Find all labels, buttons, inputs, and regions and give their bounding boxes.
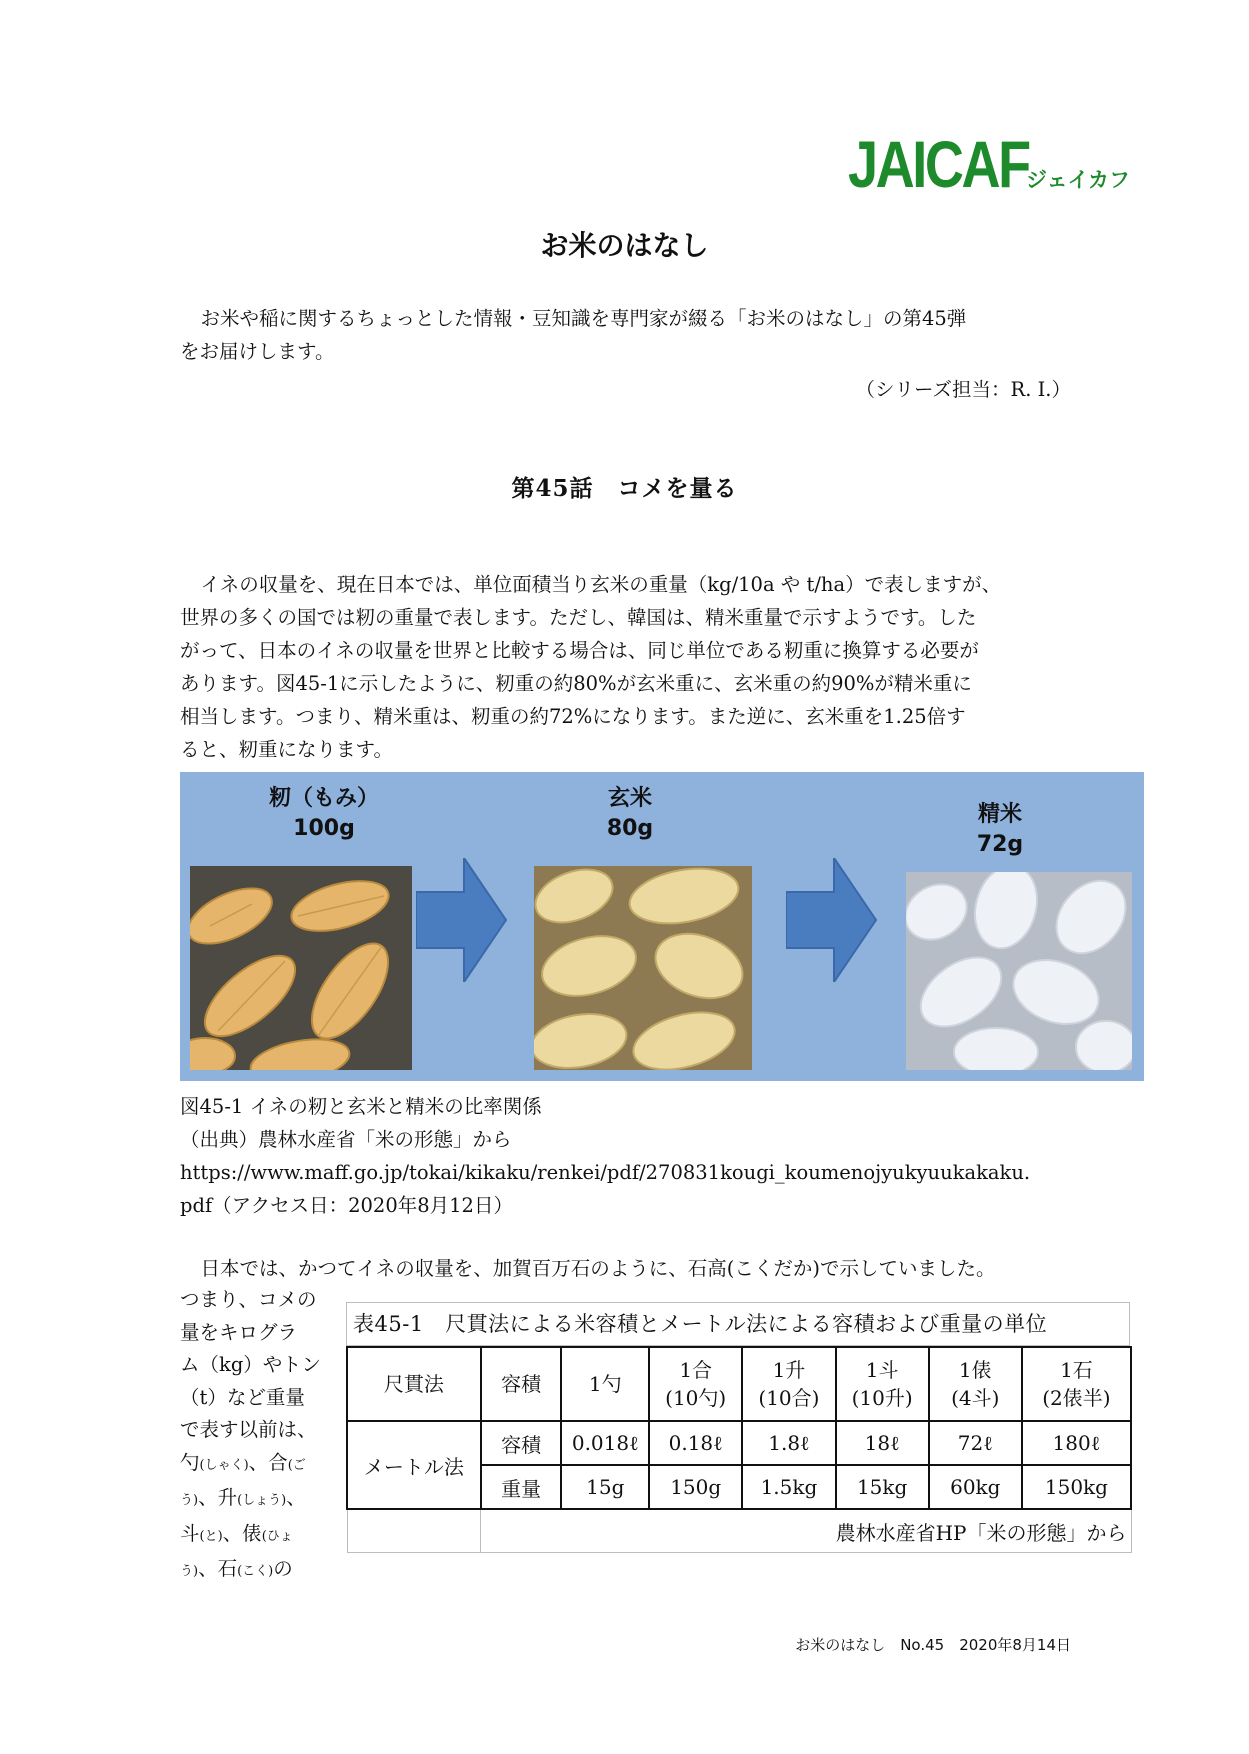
- unit-equiv: (2俵半): [1042, 1386, 1111, 1410]
- caption-url: https://www.maff.go.jp/tokai/kikaku/renkei/pdf/270831kougi_koumenojyukyuukakaku.: [180, 1161, 1031, 1184]
- paddy-grain-photo: [190, 866, 412, 1070]
- side-line: [180, 1518, 330, 1554]
- side-text: 、俵: [222, 1521, 262, 1545]
- body-paragraph-1: [180, 568, 1080, 766]
- ruby-text: (しゃく): [199, 1457, 249, 1473]
- intro-line-2: をお届けします。: [180, 340, 335, 363]
- unit-equiv: (4斗): [951, 1386, 1000, 1410]
- units-table-block: [346, 1302, 1130, 1553]
- body1-line: ると、籾重になります。: [180, 738, 393, 761]
- units-table: [346, 1346, 1132, 1553]
- side-line: ム（kg）やトン: [180, 1353, 321, 1376]
- table-cell: 18ℓ: [836, 1421, 929, 1465]
- table-cell: 容積: [481, 1347, 562, 1421]
- table-cell-empty: [347, 1509, 481, 1553]
- side-text: 、: [286, 1486, 306, 1509]
- unit-name: 1石: [1060, 1358, 1093, 1382]
- unit-name: 1勺: [588, 1372, 622, 1396]
- ruby-text: う): [180, 1564, 199, 1579]
- body1-line: がって、日本のイネの収量を世界と比較する場合は、同じ単位である籾重に換算する必要が: [180, 639, 979, 662]
- logo-kana: ジェイカフ: [1026, 168, 1130, 192]
- table-cell: [1022, 1347, 1131, 1421]
- unit-equiv: (10勺): [665, 1386, 727, 1410]
- figure-caption: [180, 1090, 1140, 1222]
- ruby-text: (ご: [287, 1457, 306, 1473]
- caption-url-tail: pdf（アクセス日：2020年8月12日）: [180, 1194, 513, 1217]
- jaicaf-logo: [848, 127, 1130, 201]
- side-text: 、石: [198, 1557, 238, 1580]
- logo-wordmark: JAICAF: [848, 127, 1029, 201]
- unit-name: 1升: [772, 1358, 806, 1382]
- table-cell: 150g: [649, 1465, 742, 1509]
- table-cell: 0.18ℓ: [649, 1421, 742, 1465]
- table-source-row: [347, 1509, 1131, 1553]
- table-cell: 0.018ℓ: [561, 1421, 649, 1465]
- side-text: の: [273, 1557, 293, 1580]
- unit-name: 1俵: [958, 1358, 992, 1382]
- stage-name: 籾（もみ）: [268, 786, 379, 811]
- table-cell: 180ℓ: [1022, 1421, 1131, 1465]
- side-text: 斗: [180, 1521, 200, 1545]
- body-paragraph-2: [180, 1252, 1120, 1285]
- table-cell: 容積: [481, 1421, 562, 1465]
- table-header-row: [347, 1347, 1131, 1421]
- body1-line: あります。図45-1に示したように、籾重の約80%が玄米重に、玄米重の約90%が精米重に: [180, 672, 972, 695]
- side-line: で表す以前は、: [180, 1418, 317, 1441]
- side-line: つまり、コメの: [180, 1288, 317, 1311]
- intro-line-1: お米や稲に関するちょっとした情報・豆知識を専門家が綴る「お米のはなし」の第45弾: [200, 307, 967, 330]
- stage-label-paddy: [224, 784, 424, 844]
- table-cell: メートル法: [347, 1421, 481, 1509]
- body2-line: 日本では、かつてイネの収量を、加賀百万石のように、石高(こくだか)で示していました。: [200, 1257, 996, 1280]
- unit-name: 1合: [679, 1358, 713, 1382]
- polished-rice-photo: [906, 872, 1132, 1070]
- side-text: 、升: [198, 1486, 238, 1509]
- unit-equiv: (10合): [758, 1386, 820, 1410]
- stage-name: 玄米: [607, 786, 652, 811]
- side-line: [180, 1482, 330, 1518]
- table-row: [347, 1421, 1131, 1465]
- table-cell: 1.8ℓ: [742, 1421, 835, 1465]
- body1-line: 相当します。つまり、精米重は、籾重の約72%になります。また逆に、玄米重を1.25倍す: [180, 705, 966, 728]
- body1-line: 世界の多くの国では籾の重量で表します。ただし、韓国は、精米重量で示すようです。した: [180, 606, 977, 629]
- table-cell: 重量: [481, 1465, 562, 1509]
- ruby-text: う): [180, 1493, 199, 1508]
- table-cell: [742, 1347, 835, 1421]
- ruby-text: (こく): [237, 1564, 274, 1579]
- unit-equiv: (10升): [851, 1386, 913, 1410]
- brown-rice-photo: [534, 866, 752, 1070]
- ruby-text: (と): [199, 1528, 223, 1544]
- table-cell: [649, 1347, 742, 1421]
- document-title: お米のはなし: [540, 229, 709, 262]
- arrow-right-icon: [786, 858, 878, 982]
- table-cell: 1.5kg: [742, 1465, 835, 1509]
- table-source: 農林水産省HP「米の形態」から: [481, 1509, 1131, 1553]
- table-cell: [836, 1347, 929, 1421]
- table-cell: 150kg: [1022, 1465, 1131, 1509]
- side-line: 量をキログラ: [180, 1320, 298, 1344]
- table-cell: 15g: [561, 1465, 649, 1509]
- series-credit: （シリーズ担当：R. I.）: [855, 378, 1071, 401]
- side-text: 、合: [248, 1450, 288, 1474]
- table-cell: 72ℓ: [929, 1421, 1022, 1465]
- table-cell: 60kg: [929, 1465, 1022, 1509]
- caption-title: 図45-1 イネの籾と玄米と精米の比率関係: [180, 1095, 542, 1118]
- stage-label-polished: [920, 800, 1080, 860]
- side-line: （t）など重量: [180, 1385, 305, 1409]
- side-line: [180, 1553, 330, 1589]
- caption-source: （出典）農林水産省「米の形態」から: [180, 1128, 512, 1151]
- ruby-text: (しょう): [237, 1493, 287, 1508]
- body1-line: イネの収量を、現在日本では、単位面積当り玄米の重量（kg/10a や t/ha）で表しますが、: [200, 573, 1002, 596]
- rice-ratio-figure: [180, 772, 1144, 1081]
- side-line: [180, 1447, 330, 1483]
- table-title: 表45-1 尺貫法による米容積とメートル法による容積および重量の単位: [346, 1302, 1130, 1346]
- unit-name: 1斗: [865, 1358, 899, 1382]
- stage-weight: 100g: [293, 816, 355, 841]
- table-cell: [929, 1347, 1022, 1421]
- intro-paragraph: [180, 302, 1080, 368]
- stage-name: 精米: [977, 802, 1022, 827]
- table-cell: [561, 1347, 649, 1421]
- stage-weight: 80g: [606, 816, 654, 841]
- episode-title: 第45話 コメを量る: [511, 475, 738, 502]
- page-footer: お米のはなし No.45 2020年8月14日: [795, 1636, 1071, 1654]
- table-side-text: [180, 1284, 330, 1589]
- side-text: 勺: [180, 1450, 200, 1474]
- arrow-right-icon: [416, 858, 508, 982]
- table-cell: 尺貫法: [347, 1347, 481, 1421]
- table-cell: 15kg: [836, 1465, 929, 1509]
- stage-label-brown: [550, 784, 710, 844]
- ruby-text: (ひょ: [261, 1528, 293, 1544]
- stage-weight: 72g: [976, 832, 1024, 857]
